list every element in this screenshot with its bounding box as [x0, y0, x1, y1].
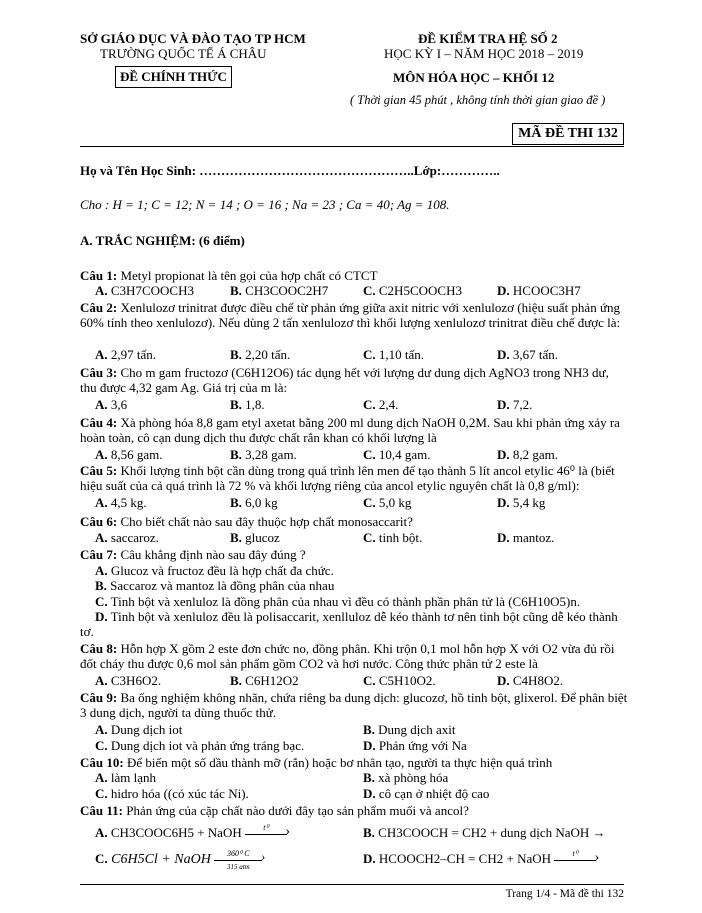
q5-option-b [230, 495, 278, 511]
option-text: 10,4 gam. [375, 447, 431, 462]
q10-option-d [363, 786, 489, 802]
question-number: Câu 9: [80, 690, 118, 705]
q2-option-a [95, 347, 156, 363]
question-text: Hỗn hợp X gồm 2 este đơn chức no, đồng phân. Khi trộn 0,1 mol hỗn hợp X với O2 vừa đủ rồi đốt cháy thu được 0,6 mol sản phẩm gồm CO2 và hơi nước. Công thức phân tử 2 este là [80, 641, 615, 671]
option-text: glucoz [241, 530, 280, 545]
arrow-condition: › t⁰ [572, 849, 578, 859]
option-letter: C. [363, 495, 376, 510]
option-text: saccaroz. [107, 530, 159, 545]
option-text: HCOOC3H7 [509, 283, 581, 298]
option-letter: A. [95, 397, 108, 412]
option-text: C6H12O2 [241, 673, 299, 688]
option-text: Dung dịch axit [374, 722, 456, 737]
section-title: A. TRẮC NGHIỆM: (6 điểm) [80, 233, 245, 248]
question-number: Câu 5: [80, 463, 118, 478]
question-text: Cho m gam fructozơ (C6H12O6) tác dụng hết với lượng dư dung dịch AgNO3 trong NH3 dư, thu được 4,32 gam Ag. Giá trị của m là: [80, 365, 609, 395]
question-2 [80, 300, 628, 330]
page-footer: Trang 1/4 - Mã đề thi 132 [505, 888, 624, 900]
option-letter: D. [497, 447, 510, 462]
q1-option-a [95, 283, 194, 299]
option-text: 1,10 tấn. [375, 347, 425, 362]
q11-option-b [363, 825, 606, 841]
q9-option-a [95, 722, 182, 738]
question-number: Câu 11: [80, 803, 123, 818]
q9-option-d [363, 738, 467, 754]
q6-option-b [230, 530, 280, 546]
q5-option-a [95, 495, 147, 511]
q4-option-a [95, 447, 163, 463]
footer-divider [80, 884, 624, 885]
q1-option-c [363, 283, 462, 299]
q10-option-b [363, 770, 448, 786]
subject: MÔN HÓA HỌC – KHỐI 12 [393, 70, 555, 85]
option-text: CH3COOCH = CH2 + dung dịch NaOH [374, 825, 590, 840]
q4-option-c [363, 447, 431, 463]
q3-option-c [363, 397, 398, 413]
question-number: Câu 7: [80, 547, 118, 562]
option-letter: D. [497, 283, 510, 298]
option-text: HCOOCH2–CH = CH2 + NaOH [375, 851, 552, 866]
question-9 [80, 690, 628, 720]
option-text: xà phòng hóa [374, 770, 449, 785]
option-text: Tinh bột và xenluloz là đồng phân của nhau vì đều có thành phần phân tử là (C6H10O5)n. [107, 594, 581, 609]
question-number: Câu 8: [80, 641, 118, 656]
question-text: Xenlulozơ trinitrat được điều chế từ phản ứng giữa axit nitric với xenlulozơ (hiệu suất phản ứng 60% tính theo xenlulozơ). Nếu dùng 2 tấn xenlulozơ thì khối lượng xenlulozơ trinitrat điều chế được là: [80, 300, 621, 330]
exam-code-box: MÃ ĐỀ THI 132 [512, 123, 624, 145]
q5-option-c [363, 495, 411, 511]
question-text: Cho biết chất nào sau đây thuộc hợp chất monosaccarit? [117, 514, 413, 529]
question-text: Metyl propionat là tên gọi của hợp chất có CTCT [117, 268, 378, 283]
arrow-condition-bottom: 315 atm [226, 862, 250, 871]
option-letter: D. [497, 673, 510, 688]
option-letter: A. [95, 447, 108, 462]
right-arrow-icon: → [592, 825, 606, 840]
option-text: Dung dịch iot [107, 722, 183, 737]
question-text: Xà phòng hóa 8,8 gam etyl axetat bằng 200 ml dung dịch NaOH 0,2M. Sau khi phản ứng xảy ra hoàn toàn, cô cạn dung dịch thu được chất rắn khan có khối lượng là [80, 415, 620, 445]
q2-option-b [230, 347, 290, 363]
question-11 [80, 803, 628, 818]
option-text: 2,4. [375, 397, 399, 412]
question-6 [80, 514, 628, 529]
question-number: Câu 6: [80, 514, 118, 529]
q2-option-d [497, 347, 558, 363]
option-letter: C. [363, 397, 376, 412]
option-letter: B. [230, 397, 242, 412]
option-text: 5,4 kg [509, 495, 546, 510]
question-number: Câu 1: [80, 268, 118, 283]
q8-option-a [95, 673, 161, 689]
arrow-condition-top: › 360⁰ C [227, 848, 250, 858]
option-letter: B. [230, 530, 242, 545]
option-letter: C. [95, 786, 108, 801]
question-text: Khối lượng tinh bột cần dùng trong quá trình lên men để tạo thành 5 lít ancol etylic 46⁰ là (biết hiệu suất của cả quá trình là 72 % và khối lượng riêng của ancol etylic nguyên chất là 0,8 g/ml): [80, 463, 615, 493]
question-4 [80, 415, 628, 445]
question-number: Câu 10: [80, 755, 124, 770]
question-text: Để biến một số dầu thành mỡ (rắn) hoặc bơ nhân tạo, người ta thực hiện quá trình [123, 755, 553, 770]
option-letter: A. [95, 530, 108, 545]
q10-option-c [95, 786, 249, 802]
option-text: CH3COOC6H5 + NaOH [107, 825, 242, 840]
option-letter: C. [95, 851, 108, 866]
question-5 [80, 463, 628, 493]
q11-option-a [95, 825, 287, 841]
official-badge: ĐỀ CHÍNH THỨC [115, 66, 232, 88]
option-letter: A. [95, 495, 108, 510]
option-text: hidro hóa ((có xúc tác Ni). [107, 786, 249, 801]
q6-option-d [497, 530, 554, 546]
q3-option-d [497, 397, 532, 413]
reaction-arrow-icon [214, 848, 262, 871]
option-letter: D. [497, 530, 510, 545]
school-year: HỌC KỲ I – NĂM HỌC 2018 – 2019 [384, 46, 584, 61]
option-letter: C. [363, 347, 376, 362]
option-text: C6H5Cl + NaOH [107, 852, 211, 867]
given-atomic-masses: Cho : H = 1; C = 12; N = 14 ; O = 16 ; Na = 23 ; Ca = 40; Ag = 108. [80, 197, 450, 212]
q2-option-c [363, 347, 424, 363]
option-letter: A. [95, 825, 108, 840]
option-text: Saccaroz và mantoz là đồng phân của nhau [106, 578, 335, 593]
q7-option-d [80, 609, 628, 639]
school-name: TRƯỜNG QUỐC TẾ Á CHÂU [100, 46, 267, 61]
option-text: mantoz. [509, 530, 555, 545]
header-divider [80, 146, 624, 147]
reaction-arrow-icon [245, 823, 287, 839]
q7-option-c [95, 594, 580, 610]
option-letter: D. [363, 851, 376, 866]
question-text: Câu khẳng định nào sau đây đúng ? [117, 547, 306, 562]
question-text: Ba ống nghiệm không nhãn, chứa riêng ba dung dịch: glucozơ, hồ tinh bột, glixerol. Để phân biệt 3 dung dịch, người ta dùng thuốc thử. [80, 690, 628, 720]
option-letter: B. [230, 495, 242, 510]
option-text: tinh bột. [375, 530, 423, 545]
option-text: 6,0 kg [241, 495, 278, 510]
option-text: 3,67 tấn. [509, 347, 559, 362]
question-7 [80, 547, 628, 562]
option-letter: B. [363, 722, 375, 737]
option-letter: C. [363, 447, 376, 462]
question-10 [80, 755, 628, 770]
q8-option-c [363, 673, 436, 689]
option-letter: A. [95, 770, 108, 785]
option-letter: D. [363, 738, 376, 753]
reaction-arrow-icon [554, 849, 596, 865]
option-letter: A. [95, 563, 108, 578]
option-letter: D. [497, 347, 510, 362]
q8-option-b [230, 673, 299, 689]
arrow-condition: › t⁰ [263, 823, 269, 833]
option-text: 2,97 tấn. [107, 347, 157, 362]
option-text: làm lạnh [107, 770, 157, 785]
option-text: Dung dịch iot và phản ứng tráng bạc. [107, 738, 305, 753]
option-text: 7,2. [509, 397, 533, 412]
question-8 [80, 641, 628, 671]
q10-option-a [95, 770, 156, 786]
option-letter: A. [95, 283, 108, 298]
q5-option-d [497, 495, 545, 511]
option-text: C3H6O2. [107, 673, 162, 688]
q1-option-d [497, 283, 581, 299]
option-letter: B. [230, 447, 242, 462]
q4-option-d [497, 447, 558, 463]
q1-option-b [230, 283, 328, 299]
option-text: 5,0 kg [375, 495, 412, 510]
q7-option-a [95, 563, 334, 579]
option-letter: D. [95, 609, 108, 624]
option-text: Tinh bột và xenluloz đều là polisaccarit, xenlluloz dễ kéo thành tơ nên tinh bột cũng dễ kéo thành tơ. [80, 609, 618, 639]
option-letter: C. [363, 530, 376, 545]
option-letter: C. [363, 673, 376, 688]
q4-option-b [230, 447, 297, 463]
option-text: C2H5COOCH3 [375, 283, 462, 298]
option-letter: C. [363, 283, 376, 298]
option-letter: A. [95, 673, 108, 688]
q3-option-a [95, 397, 127, 413]
duration: ( Thời gian 45 phút , không tính thời gian giao đề ) [350, 93, 606, 107]
student-info-line: Họ và Tên Học Sinh: …………………………………………..Lớp:………….. [80, 163, 500, 178]
option-letter: C. [95, 594, 108, 609]
option-text: 3,6 [107, 397, 128, 412]
q3-option-b [230, 397, 265, 413]
q9-option-c [95, 738, 304, 754]
option-letter: B. [230, 347, 242, 362]
option-text: cô cạn ở nhiệt độ cao [375, 786, 490, 801]
option-text: 4,5 kg. [107, 495, 147, 510]
option-text: 8,2 gam. [509, 447, 559, 462]
question-1 [80, 268, 628, 283]
q6-option-a [95, 530, 159, 546]
option-letter: B. [363, 770, 375, 785]
option-letter: B. [95, 578, 107, 593]
q7-option-b [95, 578, 334, 594]
option-letter: A. [95, 722, 108, 737]
option-text: CH3COOC2H7 [241, 283, 329, 298]
option-letter: B. [230, 673, 242, 688]
option-text: 1,8. [241, 397, 265, 412]
option-letter: D. [363, 786, 376, 801]
option-text: Phản ứng với Na [375, 738, 467, 753]
option-text: 8,56 gam. [107, 447, 163, 462]
option-text: C5H10O2. [375, 673, 436, 688]
question-number: Câu 2: [80, 300, 118, 315]
q6-option-c [363, 530, 422, 546]
option-letter: D. [497, 397, 510, 412]
q8-option-d [497, 673, 563, 689]
option-text: C3H7COOCH3 [107, 283, 194, 298]
question-number: Câu 4: [80, 415, 118, 430]
option-text: Glucoz và fructoz đều là hợp chất đa chức. [107, 563, 334, 578]
option-letter: B. [230, 283, 242, 298]
option-text: C4H8O2. [509, 673, 564, 688]
department-name: SỞ GIÁO DỤC VÀ ĐÀO TẠO TP HCM [80, 31, 306, 46]
option-text: 3,28 gam. [241, 447, 297, 462]
question-text: Phản ứng của cặp chất nào dưới đây tạo sản phẩm muối và ancol? [122, 803, 469, 818]
option-text: 2,20 tấn. [241, 347, 291, 362]
question-3 [80, 365, 628, 395]
option-letter: D. [497, 495, 510, 510]
option-letter: C. [95, 738, 108, 753]
option-letter: A. [95, 347, 108, 362]
q9-option-b [363, 722, 455, 738]
q11-option-c [95, 848, 262, 871]
question-number: Câu 3: [80, 365, 118, 380]
q11-option-d [363, 851, 596, 867]
exam-title: ĐỀ KIỂM TRA HỆ SỐ 2 [418, 31, 558, 46]
option-letter: B. [363, 825, 375, 840]
